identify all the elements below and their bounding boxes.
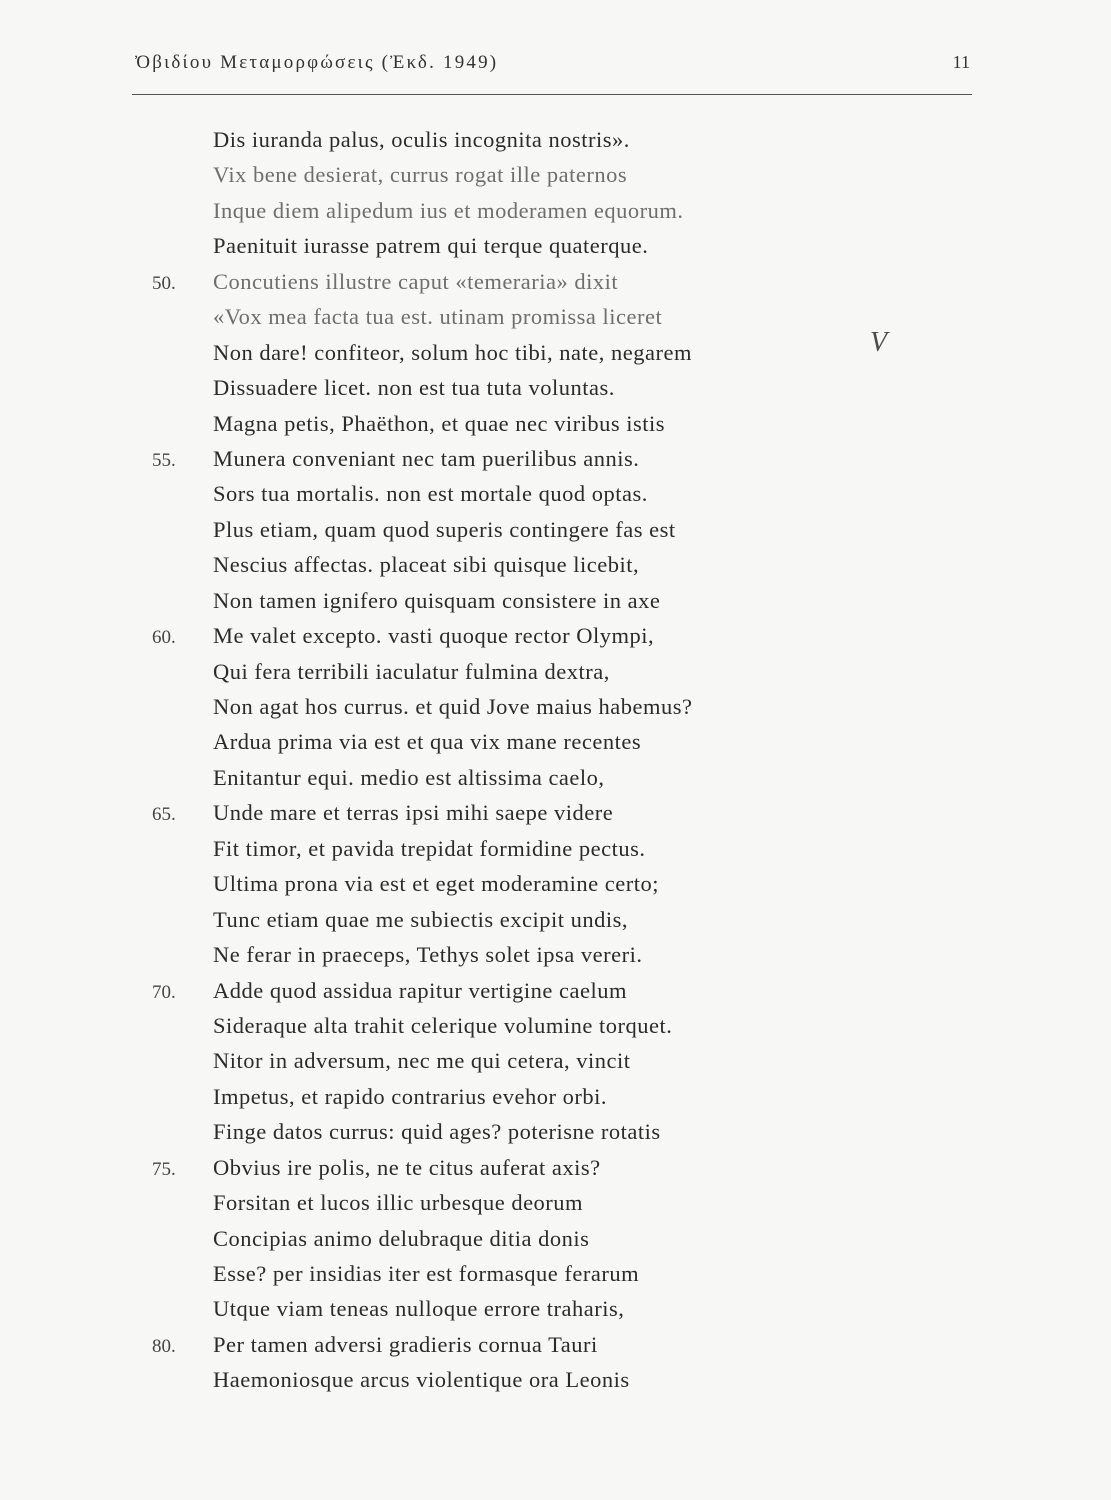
verse-line bbox=[150, 512, 870, 547]
verse-line bbox=[150, 583, 870, 618]
verse-line bbox=[150, 228, 870, 263]
verse-line bbox=[150, 335, 870, 370]
verse-line bbox=[150, 157, 870, 192]
verse-text: Enitantur equi. medio est altissima caelo, bbox=[213, 764, 605, 790]
verse-text: Sors tua mortalis. non est mortale quod optas. bbox=[213, 481, 648, 507]
verse-text: Vix bene desierat, currus rogat ille paternos bbox=[213, 162, 628, 188]
verse-text: Munera conveniant nec tam puerilibus annis. bbox=[213, 445, 640, 471]
verse-text: Dis iuranda palus, oculis incognita nostris». bbox=[213, 127, 630, 152]
running-head bbox=[135, 52, 975, 92]
verse-text: Dissuadere licet. non est tua tuta voluntas. bbox=[213, 375, 615, 401]
verse-line bbox=[150, 1327, 870, 1362]
verse-line bbox=[150, 795, 870, 830]
verse-line bbox=[150, 264, 870, 299]
verse-text: Ne ferar in praeceps, Tethys solet ipsa vereri. bbox=[213, 942, 643, 968]
verse-text: Forsitan et lucos illic urbesque deorum bbox=[213, 1190, 584, 1216]
verse-line bbox=[150, 370, 870, 405]
verse-line bbox=[150, 618, 870, 653]
verse-line bbox=[150, 441, 870, 476]
line-number: 55. bbox=[152, 449, 176, 471]
verse-text: Ardua prima via est et qua vix mane recentes bbox=[213, 729, 642, 755]
verse-line bbox=[150, 654, 870, 689]
verse-line bbox=[150, 1079, 870, 1114]
verse-line bbox=[150, 973, 870, 1008]
verse-text: Magna petis, Phaëthon, et quae nec viribus istis bbox=[213, 410, 666, 436]
verse-text: Nitor in adversum, nec me qui cetera, vincit bbox=[213, 1048, 631, 1074]
verse-text: Qui fera terribili iaculatur fulmina dextra, bbox=[213, 658, 610, 684]
verse-line bbox=[150, 193, 870, 228]
verse-line bbox=[150, 1291, 870, 1326]
verse-line bbox=[150, 1362, 870, 1397]
verse-text: Tunc etiam quae me subiectis excipit undis, bbox=[213, 906, 628, 932]
line-number: 65. bbox=[152, 804, 176, 826]
verse-line bbox=[150, 1008, 870, 1043]
verse-text: Unde mare et terras ipsi mihi saepe videre bbox=[213, 800, 614, 826]
verse-text: Per tamen adversi gradieris cornua Tauri bbox=[213, 1331, 598, 1357]
verse-line bbox=[150, 1150, 870, 1185]
verse-line bbox=[150, 122, 870, 157]
verse-text: Utque viam teneas nulloque errore traharis, bbox=[213, 1296, 625, 1322]
line-number: 75. bbox=[152, 1158, 176, 1180]
verse-line bbox=[150, 406, 870, 441]
verse-text: Me valet excepto. vasti quoque rector Olympi, bbox=[213, 623, 655, 649]
verse-line bbox=[150, 1043, 870, 1078]
verse-text: Finge datos currus: quid ages? poterisne rotatis bbox=[213, 1119, 661, 1145]
verse-text: Haemoniosque arcus violentique ora Leonis bbox=[213, 1367, 630, 1393]
verse-line bbox=[150, 1256, 870, 1291]
header-rule bbox=[132, 94, 972, 95]
verse-text: Adde quod assidua rapitur vertigine caelum bbox=[213, 977, 628, 1003]
page-number: 11 bbox=[952, 52, 970, 72]
verse-line bbox=[150, 689, 870, 724]
verse-text: Paenituit iurasse patrem qui terque quaterque. bbox=[213, 233, 649, 259]
verse-line bbox=[150, 866, 870, 901]
verse-line bbox=[150, 902, 870, 937]
verse-text: Nescius affectas. placeat sibi quisque licebit, bbox=[213, 552, 640, 578]
verse-text: Non agat hos currus. et quid Jove maius habemus? bbox=[213, 694, 693, 719]
verse-text: Non tamen ignifero quisquam consistere in axe bbox=[213, 587, 661, 613]
verse-text: Plus etiam, quam quod superis contingere fas est bbox=[213, 516, 676, 542]
line-number: 50. bbox=[152, 272, 176, 294]
verse-line bbox=[150, 937, 870, 972]
verse-block bbox=[150, 122, 870, 1398]
verse-line bbox=[150, 1114, 870, 1149]
verse-text: Fit timor, et pavida trepidat formidine pectus. bbox=[213, 835, 646, 861]
show-through-text bbox=[880, 105, 1080, 1385]
line-number: 60. bbox=[152, 627, 176, 649]
verse-text: Sideraque alta trahit celerique volumine torquet. bbox=[213, 1012, 673, 1038]
line-number: 80. bbox=[152, 1335, 176, 1357]
verse-text: Non dare! confiteor, solum hoc tibi, nate, negarem bbox=[213, 339, 692, 365]
verse-line bbox=[150, 547, 870, 582]
verse-text: Esse? per insidias iter est formasque ferarum bbox=[213, 1261, 640, 1286]
verse-text: Obvius ire polis, ne te citus auferat axis? bbox=[213, 1154, 601, 1180]
line-number: 70. bbox=[152, 981, 176, 1003]
verse-line bbox=[150, 724, 870, 759]
verse-line bbox=[150, 831, 870, 866]
margin-check-mark: V bbox=[870, 327, 888, 358]
verse-line bbox=[150, 760, 870, 795]
verse-text: Impetus, et rapido contrarius evehor orbi. bbox=[213, 1083, 608, 1109]
verse-text: Ultima prona via est et eget moderamine certo; bbox=[213, 871, 659, 897]
verse-text: Concutiens illustre caput «temeraria» dixit bbox=[213, 268, 619, 294]
verse-line bbox=[150, 1185, 870, 1220]
verse-text: «Vox mea facta tua est. utinam promissa liceret bbox=[213, 304, 663, 330]
verse-line bbox=[150, 299, 870, 334]
running-title: Ὀβιδίου Μεταμορφώσεις (Ἐκδ. 1949) bbox=[135, 52, 499, 73]
verse-text: Inque diem alipedum ius et moderamen equorum. bbox=[213, 197, 684, 223]
verse-line bbox=[150, 476, 870, 511]
verse-line bbox=[150, 1221, 870, 1256]
verse-text: Concipias animo delubraque ditia donis bbox=[213, 1225, 590, 1251]
